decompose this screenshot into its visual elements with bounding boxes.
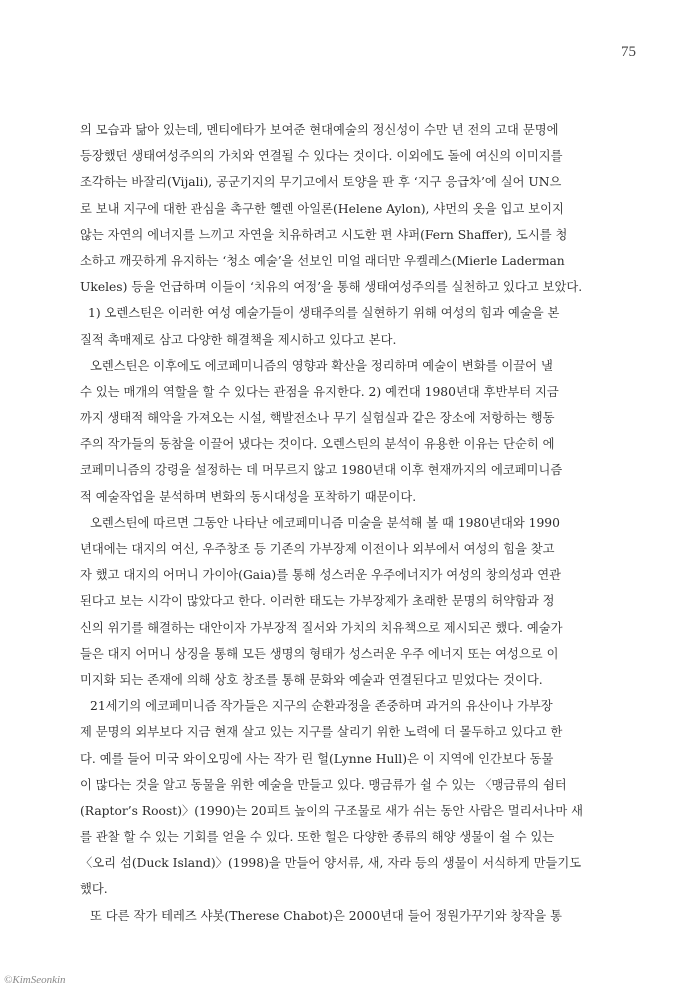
watermark: ©KimSeonkin [4,974,66,986]
text-line: 미지화 되는 존재에 의해 상호 창조를 통해 문화와 예술과 연결된다고 믿었다는 것이다. [80,672,543,687]
body-text [80,117,614,929]
text-line: 1) 오렌스틴은 이러한 여성 예술가들이 생태주의를 실현하기 위해 여성의 힘과 예술을 본 [88,306,560,321]
text-line: 된다고 보는 시각이 많았다고 한다. 이러한 태도는 가부장제가 초래한 문명의 허약함과 정 [80,594,555,609]
text-line: 조각하는 바잘리(Vijali), 공군기지의 무기고에서 토양을 판 후 ‘지구 응급차’에 실어 UN으 [80,175,562,190]
text-line: Ukeles) 등을 언급하며 이들이 ‘치유의 여정’을 통해 생태여성주의를 실천하고 있다고 보았다. [80,280,583,295]
text-line: 로 보내 지구에 대한 관심을 촉구한 헬렌 아일론(Helene Aylon), 샤먼의 옷을 입고 보이지 [80,201,564,216]
text-line: 를 관찰 할 수 있는 기회를 얻을 수 있다. 또한 헐은 다양한 종류의 해양 생물이 쉴 수 있는 [80,830,555,845]
text-line: 오렌스틴에 따르면 그동안 나타난 에코페미니즘 미술을 분석해 볼 때 1980년대와 1990 [90,515,560,530]
text-line: 오렌스틴은 이후에도 에코페미니즘의 영향과 확산을 정리하며 예술이 변화를 이끌어 낼 [90,358,553,373]
text-line: 의 모습과 닮아 있는데, 멘티에타가 보여준 현대예술의 정신성이 수만 년 전의 고대 문명에 [80,123,559,137]
text-line: 신의 위기를 해결하는 대안이자 가부장적 질서와 가치의 치유책으로 제시되곤 했다. 예술가 [80,620,563,635]
text-line: 주의 작가들의 동참을 이끌어 냈다는 것이다. 오렌스틴의 분석이 유용한 이유는 단순히 에 [80,437,555,452]
text-line: 소하고 깨끗하게 유지하는 ‘청소 예술’을 선보인 미얼 래더만 우켈레스(Mierle Laderman [80,253,565,268]
text-line: 자 했고 대지의 어머니 가이아(Gaia)를 통해 성스러운 우주에너지가 여성의 창의성과 연관 [80,568,561,583]
text-line: 년대에는 대지의 여신, 우주창조 등 기존의 가부장제 이전이나 외부에서 여성의 힘을 찾고 [80,542,555,556]
text-line: 않는 자연의 에너지를 느끼고 자연을 치유하려고 시도한 편 샤퍼(Fern Shaffer), 도시를 청 [80,227,568,242]
text-line: 까지 생태적 해악을 가져오는 시설, 핵발전소나 무기 실험실과 같은 장소에 저항하는 행동 [80,411,555,426]
text-line: 또 다른 작가 테레즈 샤봇(Therese Chabot)은 2000년대 들어 정원가꾸기와 창작을 통 [90,908,562,923]
text-line: (Raptor’s Roost)〉(1990)는 20피트 높이의 구조물로 새가 쉬는 동안 사람은 멀리서나마 새 [80,803,583,818]
text-line: 수 있는 매개의 역할을 할 수 있다는 관점을 유지한다. 2) 예컨대 1980년대 후반부터 지금 [80,384,559,399]
text-line: 21세기의 에코페미니즘 작가들은 지구의 순환과정을 존중하며 과거의 유산이나 가부장 [90,699,553,714]
text-line: 다. 예를 들어 미국 와이오밍에 사는 작가 린 헐(Lynne Hull)은 이 지역에 인간보다 동물 [80,751,554,766]
text-line: 적 예술작업을 분석하며 변화의 동시대성을 포착하기 때문이다. [80,489,417,504]
text-line: 했다. [80,882,108,897]
text-line: 코페미니즘의 강령을 설정하는 데 머무르지 않고 1980년대 이후 현재까지의 에코페미니즘 [80,463,563,478]
text-line: 〈오리 섬(Duck Island)〉(1998)을 만들어 양서류, 새, 자라 등의 생물이 서식하게 만들기도 [80,856,582,871]
text-line: 이 많다는 것을 알고 동물을 위한 예술을 만들고 있다. 맹금류가 쉴 수 있는 〈맹금류의 쉼터 [80,777,567,792]
text-line: 들은 대지 어머니 상징을 통해 모든 생명의 형태가 성스러운 우주 에너지 또는 여성으로 이 [80,646,559,661]
text-line: 질적 촉매제로 삼고 다양한 해결책을 제시하고 있다고 본다. [80,332,397,347]
text-line: 제 문명의 외부보다 지금 현재 살고 있는 지구를 살리기 위한 노력에 더 몰두하고 있다고 한 [80,725,563,740]
page-number: 75 [621,44,636,60]
text-line: 등장했던 생태여성주의의 가치와 연결될 수 있다는 것이다. 이외에도 돌에 여신의 이미지를 [80,149,563,164]
